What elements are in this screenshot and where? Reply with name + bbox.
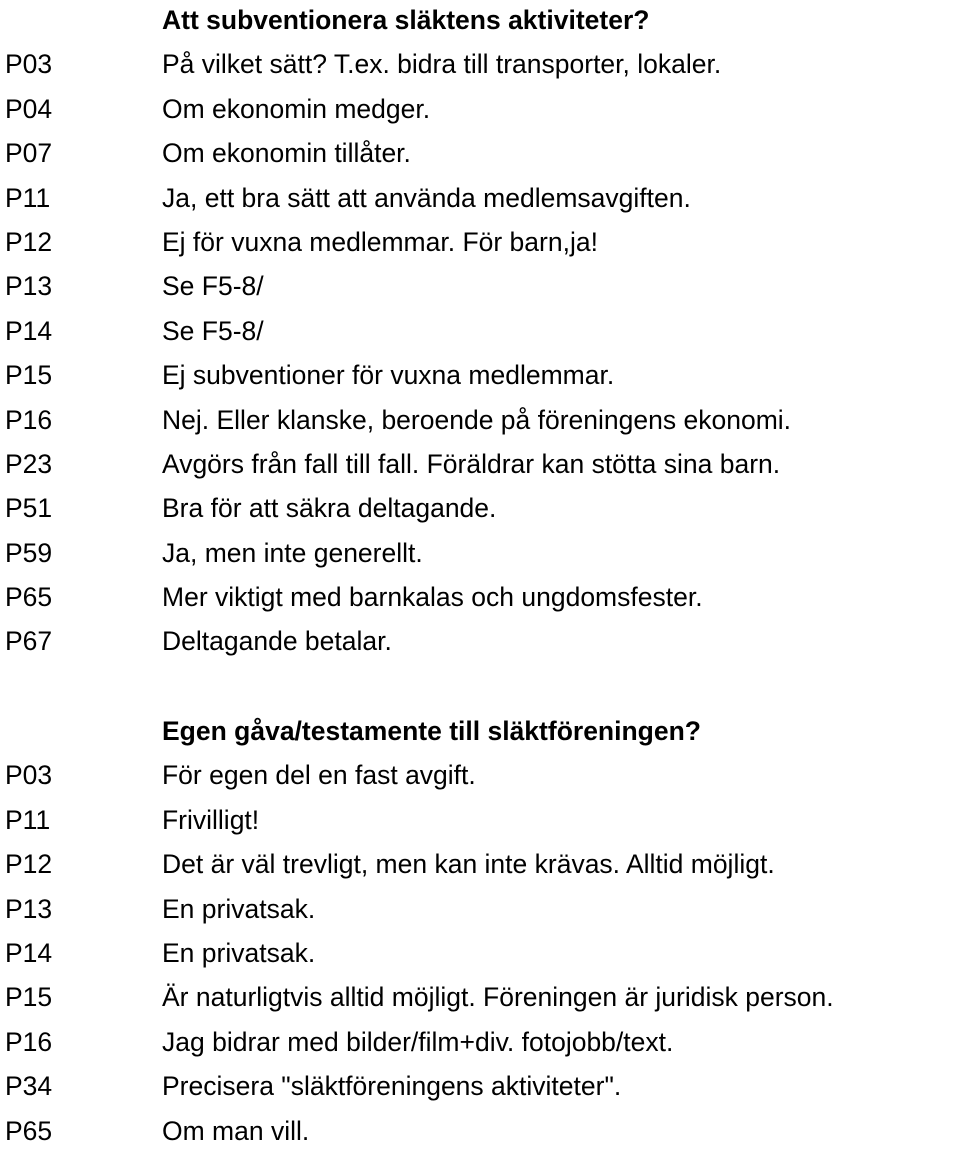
respondent-code: P23: [5, 448, 53, 479]
respondent-code: P11: [5, 182, 51, 213]
answer-row: [0, 619, 960, 663]
answer-text: Om ekonomin medger.: [162, 93, 431, 124]
respondent-code: P03: [5, 760, 53, 791]
respondent-code: P16: [5, 404, 53, 435]
respondent-code: P59: [5, 537, 53, 568]
section-heading: Egen gåva/testamente till släktföreningen?: [162, 716, 701, 746]
answer-text: Precisera "släktföreningens aktiviteter".: [162, 1071, 622, 1102]
section-heading-row: [0, 709, 960, 753]
answer-text: Om man vill.: [162, 1115, 310, 1146]
answer-row: [0, 975, 960, 1019]
answer-row: [0, 1064, 960, 1108]
answer-text: Ej för vuxna medlemmar. För barn,ja!: [162, 226, 598, 257]
answer-row: [0, 264, 960, 308]
answer-row: [0, 87, 960, 131]
answer-row: [0, 309, 960, 353]
answer-text: Deltagande betalar.: [162, 626, 392, 657]
respondent-code: P67: [5, 626, 53, 657]
answer-text: På vilket sätt? T.ex. bidra till transporter, lokaler.: [162, 49, 722, 80]
respondent-code: P15: [5, 360, 53, 391]
respondent-code: P04: [5, 93, 53, 124]
answer-row: [0, 887, 960, 931]
respondent-code: P13: [5, 271, 53, 302]
answer-text: Mer viktigt med barnkalas och ungdomsfester.: [162, 582, 703, 613]
respondent-code: P07: [5, 138, 53, 169]
answer-text: Avgörs från fall till fall. Föräldrar kan stötta sina barn.: [162, 448, 781, 479]
answer-row: [0, 42, 960, 86]
answer-text: Det är väl trevligt, men kan inte krävas. Alltid möjligt.: [162, 849, 775, 880]
answer-row: [0, 131, 960, 175]
respondent-code: P03: [5, 49, 53, 80]
answer-text: Är naturligtvis alltid möjligt. Föreningen är juridisk person.: [162, 982, 834, 1013]
answer-row: [0, 531, 960, 575]
answer-text: Ej subventioner för vuxna medlemmar.: [162, 360, 615, 391]
answer-row: [0, 575, 960, 619]
answer-row: [0, 1109, 960, 1153]
answer-text: Ja, men inte generellt.: [162, 537, 423, 568]
respondent-code: P15: [5, 982, 53, 1013]
answer-text: En privatsak.: [162, 893, 316, 924]
respondent-code: P12: [5, 849, 53, 880]
answer-text: Bra för att säkra deltagande.: [162, 493, 497, 524]
answer-row: [0, 176, 960, 220]
respondent-code: P12: [5, 226, 53, 257]
answer-row: [0, 931, 960, 975]
respondent-code: P16: [5, 1026, 53, 1057]
answer-text: Se F5-8/: [162, 315, 264, 346]
answer-row: [0, 753, 960, 797]
respondent-code: P34: [5, 1071, 53, 1102]
answer-row: [0, 220, 960, 264]
answer-row: [0, 398, 960, 442]
respondent-code: P65: [5, 582, 53, 613]
respondent-code: P51: [5, 493, 53, 524]
respondent-code: P65: [5, 1115, 53, 1146]
answer-text: Om ekonomin tillåter.: [162, 138, 411, 169]
answer-row: [0, 842, 960, 886]
answer-row: [0, 486, 960, 530]
answer-text: Se F5-8/: [162, 271, 264, 302]
answer-row: [0, 1020, 960, 1064]
answer-row: [0, 798, 960, 842]
answer-text: Jag bidrar med bilder/film+div. fotojobb/text.: [162, 1026, 674, 1057]
section-heading-row: [0, 0, 960, 42]
answer-row: [0, 353, 960, 397]
respondent-code: P11: [5, 804, 51, 835]
respondent-code: P14: [5, 937, 53, 968]
respondent-code: P13: [5, 893, 53, 924]
answer-text: För egen del en fast avgift.: [162, 760, 476, 791]
respondent-code: P14: [5, 315, 53, 346]
section-heading: Att subventionera släktens aktiviteter?: [162, 5, 650, 35]
answer-row: [0, 442, 960, 486]
answer-text: Nej. Eller klanske, beroende på föreningens ekonomi.: [162, 404, 792, 435]
answer-text: Frivilligt!: [162, 804, 260, 835]
section-gava-testamente: [0, 709, 960, 1153]
answer-text: Ja, ett bra sätt att använda medlemsavgiften.: [162, 182, 691, 213]
answer-text: En privatsak.: [162, 937, 316, 968]
